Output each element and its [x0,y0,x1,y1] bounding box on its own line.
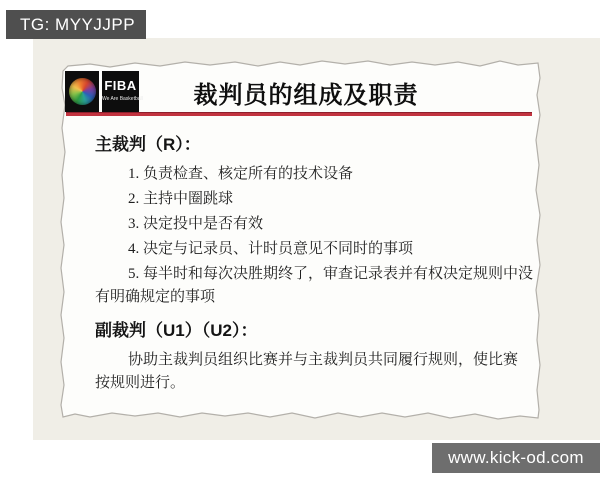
basketball-globe-icon [65,71,99,112]
slide-title: 裁判员的组成及职责 [193,82,419,109]
list-item: 4. 决定与记录员、计时员意见不同时的事项 [128,241,414,257]
list-item: 5. 每半时和每次决胜期终了，审查记录表并有权决定规则中没有明确规定的事项 [95,266,534,305]
telegram-watermark: TG: MYYJJPP [6,10,146,39]
section-chief-referee [95,136,538,309]
fiba-wordmark-box [102,71,143,112]
section-umpires [95,322,538,395]
list-item: 3. 决定投中是否有效 [128,216,264,232]
section-heading: 主裁判（R）： [95,135,201,154]
title-underline [66,112,532,116]
website-watermark: www.kick-od.com [432,443,600,473]
slide-content [62,62,538,418]
section-heading: 副裁判（U1）（U2）： [95,321,258,340]
list-item: 2. 主持中圈跳球 [128,191,234,207]
list-item: 1. 负责检查、核定所有的技术设备 [128,166,354,182]
fiba-tagline: We Are Basketball [102,96,143,102]
fiba-wordmark: FIBA [104,78,137,93]
basketball-globe-graphic [69,78,96,105]
slide-header [62,62,538,112]
fiba-logo [65,71,143,112]
section-body: 协助主裁判员组织比赛并与主裁判员共同履行规则，使比赛按规则进行。 [95,352,519,391]
